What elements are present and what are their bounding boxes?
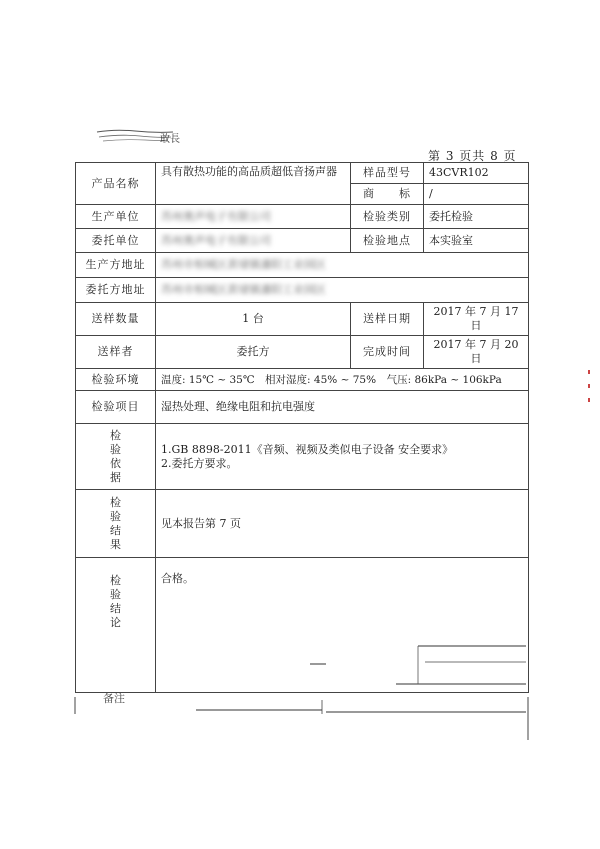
test-items-value: 湿热处理、绝缘电阻和抗电强度 (156, 391, 529, 424)
product-name-label: 产品名称 (76, 163, 156, 205)
inspection-type-value: 委托检验 (424, 205, 529, 229)
trademark-label: 商 标 (351, 184, 424, 205)
sample-model-value: 43CVR102 (424, 163, 529, 184)
manufacturer-value: 苏州奥声电子有限公司 (156, 205, 351, 229)
sample-model-label: 样品型号 (351, 163, 424, 184)
basis-label (76, 424, 156, 490)
sample-quantity-value: 1 台 (156, 303, 351, 336)
conclusion-value: 合格。 (156, 558, 529, 693)
test-items-label: 检验项目 (76, 391, 156, 424)
basis-label-char: 依 (110, 456, 121, 470)
sample-quantity-label: 送样数量 (76, 303, 156, 336)
conclusion-label-char: 论 (110, 616, 121, 629)
inspection-type-label: 检验类别 (351, 205, 424, 229)
production-address-label: 生产方地址 (76, 253, 156, 278)
client-value: 苏州奥声电子有限公司 (156, 229, 351, 253)
conclusion-label-char: 检 (110, 574, 121, 587)
results-label-char: 验 (110, 509, 121, 523)
basis-value (156, 424, 529, 490)
client-label: 委托单位 (76, 229, 156, 253)
inspection-place-label: 检验地点 (351, 229, 424, 253)
basis-label-char: 据 (110, 470, 121, 484)
environment-value: 温度: 15℃ ~ 35℃ 相对湿度: 45% ~ 75% 气压: 86kPa ~ 106kPa (156, 369, 529, 391)
manufacturer-label: 生产单位 (76, 205, 156, 229)
page-indicator: 第 3 页共 8 页 (428, 149, 517, 163)
edge-marks (588, 370, 590, 402)
basis-line: 1.GB 8898-2011《音频、视频及类似电子设备 安全要求》 (161, 442, 454, 456)
delivery-date-label: 送样日期 (351, 303, 424, 336)
basis-label-char: 验 (110, 442, 121, 456)
client-address-value: 苏州市相城区黄埭镇潘阳工业园区 (156, 278, 529, 303)
delivery-date-value: 2017 年 7 月 17 日 (424, 303, 529, 336)
environment-label: 检验环境 (76, 369, 156, 391)
conclusion-label-char: 结 (110, 602, 121, 615)
inspection-place-value: 本实验室 (424, 229, 529, 253)
results-label (76, 490, 156, 558)
conclusion-label-char: 验 (110, 588, 121, 601)
basis-line: 2.委托方要求。 (161, 456, 238, 470)
results-label-char: 结 (110, 523, 121, 537)
header-org-suffix: 敢長 (160, 134, 180, 145)
client-address-label: 委托方地址 (76, 278, 156, 303)
product-name-value: 具有散热功能的高品质超低音扬声器 (156, 163, 351, 205)
inspection-report-table (75, 162, 529, 693)
basis-label-char: 检 (110, 428, 121, 442)
results-value: 见本报告第 7 页 (156, 490, 529, 558)
results-label-char: 检 (110, 495, 121, 509)
sender-label: 送样者 (76, 336, 156, 369)
conclusion-label (76, 558, 156, 693)
trademark-value: / (424, 184, 529, 205)
completion-date-label: 完成时间 (351, 336, 424, 369)
sender-value: 委托方 (156, 336, 351, 369)
completion-date-value: 2017 年 7 月 20 日 (424, 336, 529, 369)
production-address-value: 苏州市相城区黄埭镇潘阳工业园区 (156, 253, 529, 278)
results-label-char: 果 (110, 537, 121, 551)
remarks-label: 备注 (103, 692, 125, 705)
